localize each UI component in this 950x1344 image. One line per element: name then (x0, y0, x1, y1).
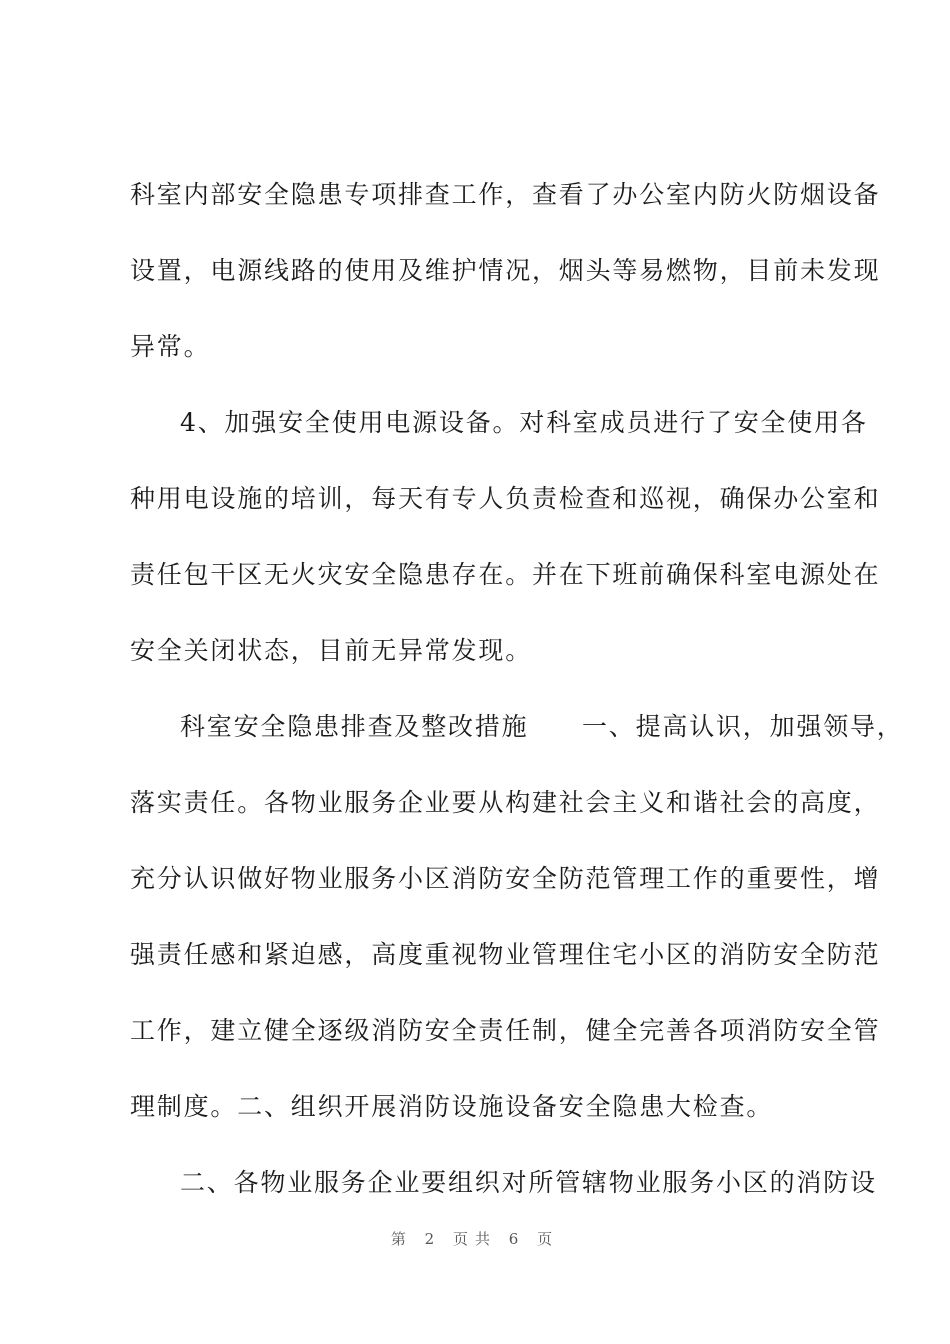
paragraph-start-line: 科室安全隐患排查及整改措施 一、提高认识，加强领导， (180, 712, 904, 741)
paragraph-start-line: 二、各物业服务企业要组织对所管辖物业服务小区的消防设 (180, 1168, 877, 1197)
body-text-line: 设置，电源线路的使用及维护情况，烟头等易燃物，目前未发现 (130, 256, 881, 285)
body-text-line: 落实责任。各物业服务企业要从构建社会主义和谐社会的高度， (130, 788, 881, 817)
body-text-line: 充分认识做好物业服务小区消防安全防范管理工作的重要性，增 (130, 864, 881, 893)
body-text-line: 工作，建立健全逐级消防安全责任制，健全完善各项消防安全管 (130, 1016, 881, 1045)
body-text-line: 理制度。二、组织开展消防设施设备安全隐患大检查。 (130, 1092, 774, 1121)
paragraph-start-line: 4、加强安全使用电源设备。对科室成员进行了安全使用各 (180, 408, 868, 437)
body-text-line: 安全关闭状态，目前无异常发现。 (130, 636, 533, 665)
body-text-line: 种用电设施的培训，每天有专人负责检查和巡视，确保办公室和 (130, 484, 881, 513)
body-text-line: 强责任感和紧迫感，高度重视物业管理住宅小区的消防安全防范 (130, 940, 881, 969)
body-text-line: 责任包干区无火灾安全隐患存在。并在下班前确保科室电源处在 (130, 560, 881, 589)
body-text-line: 异常。 (130, 332, 211, 361)
page-number-footer: 第 2 页共 6 页 (390, 1230, 560, 1248)
body-text-line: 科室内部安全隐患专项排查工作，查看了办公室内防火防烟设备 (130, 180, 881, 209)
